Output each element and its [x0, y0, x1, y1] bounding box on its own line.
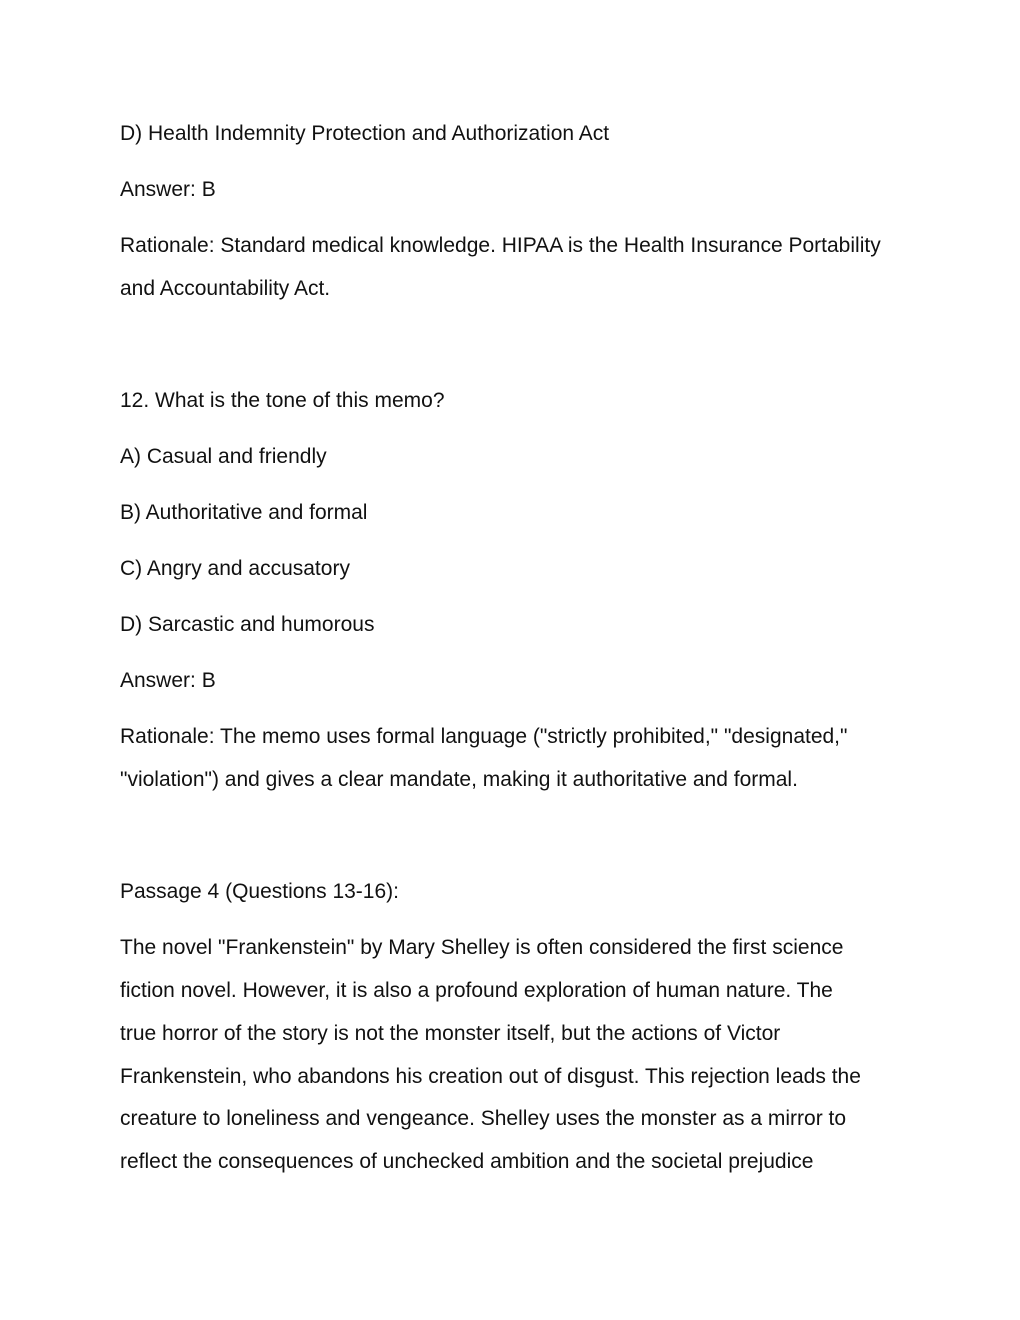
q12-option-a: A) Casual and friendly — [120, 445, 327, 468]
passage4-line-4: Frankenstein, who abandons his creation out of disgust. This rejection leads the — [120, 1065, 861, 1088]
passage4-line-3: true horror of the story is not the monster itself, but the actions of Victor — [120, 1022, 781, 1045]
q12-option-b: B) Authoritative and formal — [120, 501, 368, 524]
q11-answer: Answer: B — [120, 178, 216, 201]
passage4-line-6: reflect the consequences of unchecked ambition and the societal prejudice — [120, 1150, 814, 1173]
q12-option-c: C) Angry and accusatory — [120, 557, 350, 580]
passage4-line-2: fiction novel. However, it is also a profound exploration of human nature. The — [120, 979, 833, 1002]
q12-rationale-line-1: Rationale: The memo uses formal language ("strictly prohibited," "designated," — [120, 725, 848, 748]
q12-option-d: D) Sarcastic and humorous — [120, 613, 375, 636]
q12-answer: Answer: B — [120, 669, 216, 692]
passage4-line-1: The novel "Frankenstein" by Mary Shelley is often considered the first science — [120, 936, 844, 959]
q11-option-d: D) Health Indemnity Protection and Authorization Act — [120, 122, 610, 145]
q11-rationale-line-1: Rationale: Standard medical knowledge. HIPAA is the Health Insurance Portability — [120, 234, 881, 257]
passage4-heading: Passage 4 (Questions 13-16): — [120, 880, 399, 903]
passage4-line-5: creature to loneliness and vengeance. Shelley uses the monster as a mirror to — [120, 1107, 847, 1130]
q11-rationale-line-2: and Accountability Act. — [120, 277, 331, 300]
q12-question: 12. What is the tone of this memo? — [120, 389, 445, 412]
q12-rationale-line-2: "violation") and gives a clear mandate, making it authoritative and formal. — [120, 768, 798, 791]
